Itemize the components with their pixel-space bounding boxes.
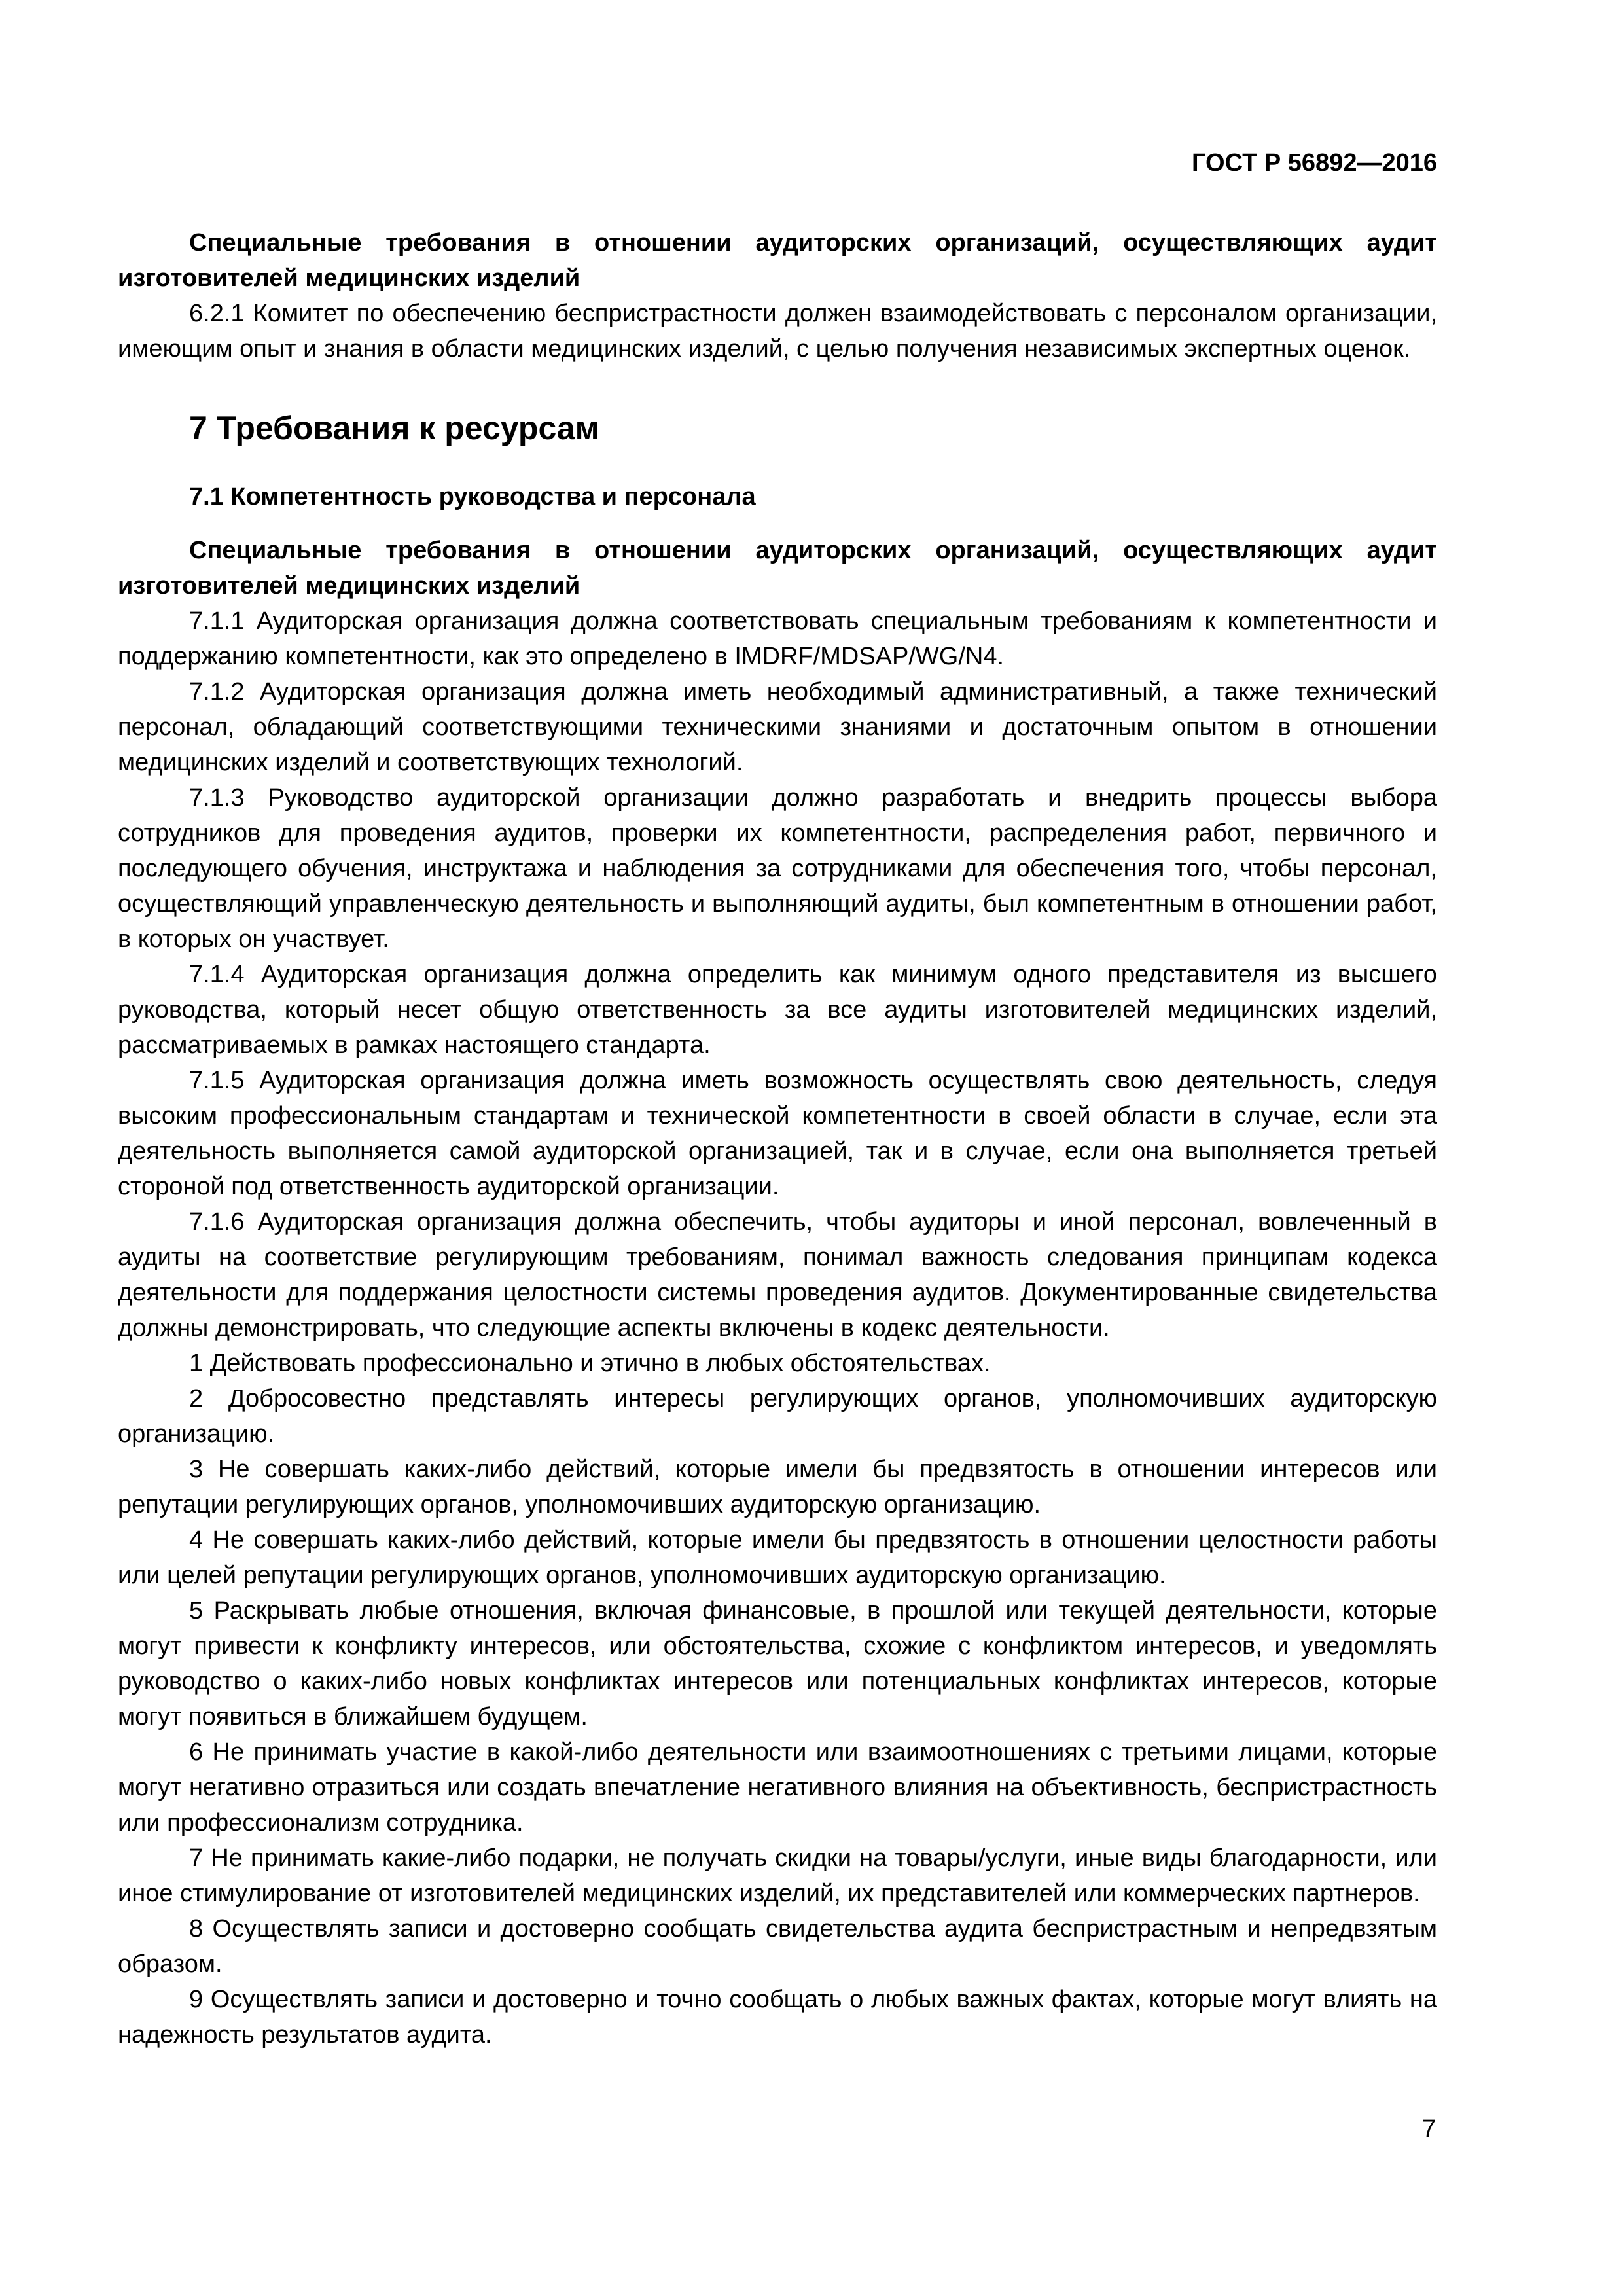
page-number: 7: [1421, 2115, 1436, 2143]
subsection-7-1-title: 7.1 Компетентность руководства и персонала: [189, 483, 756, 511]
paragraph-7-1-2: 7.1.2 Аудиторская организация должна иметь необходимый административный, а также технический персонал, обладающий соответствующими техническими знаниями и достаточным опытом в отношении медицинских изделий и соответствующих технологий.: [118, 678, 1437, 776]
code-item-1: 1 Действовать профессионально и этично в любых обстоятельствах.: [189, 1350, 991, 1377]
paragraph-7-1-5: 7.1.5 Аудиторская организация должна иметь возможность осуществлять свою деятельность, следуя высоким профессиональным стандартам и технической компетентности в своей области в случае, если эта деятельность выполняется самой аудиторской организацией, так и в случае, если она выполняется третьей стороной под ответственность аудиторской организации.: [118, 1067, 1437, 1200]
page-content: [118, 225, 1437, 2053]
code-item-5: 5 Раскрывать любые отношения, включая финансовые, в прошлой или текущей деятельности, которые могут привести к конфликту интересов, или обстоятельства, схожие с конфликтом интересов, и уведомлять руководство о каких-либо новых конфликтах интересов или потенциальных конфликтах интересов, которые могут появиться в ближайшем будущем.: [118, 1597, 1437, 1731]
code-item-2: 2 Добросовестно представлять интересы регулирующих органов, уполномочивших аудиторскую организацию.: [118, 1385, 1437, 1448]
code-item-8: 8 Осуществлять записи и достоверно сообщать свидетельства аудита беспристрастным и непредвзятым образом.: [118, 1915, 1437, 1978]
code-item-4: 4 Не совершать каких-либо действий, которые имели бы предвзятость в отношении целостности работы или целей репутации регулирующих органов, уполномочивших аудиторскую организацию.: [118, 1526, 1437, 1589]
paragraph-6-2-1: 6.2.1 Комитет по обеспечению беспристрастности должен взаимодействовать с персоналом организации, имеющим опыт и знания в области медицинских изделий, с целью получения независимых экспертных оценок.: [118, 300, 1437, 363]
paragraph-7-1-1: 7.1.1 Аудиторская организация должна соответствовать специальным требованиям к компетентности и поддержанию компетентности, как это определено в IMDRF/MDSAP/WG/N4.: [118, 607, 1437, 670]
code-item-6: 6 Не принимать участие в какой-либо деятельности или взаимоотношениях с третьими лицами, которые могут негативно отразиться или создать впечатление негативного влияния на объективность, беспристрастность или профессионализм сотрудника.: [118, 1738, 1437, 1837]
paragraph-7-1-3: 7.1.3 Руководство аудиторской организации должно разработать и внедрить процессы выбора сотрудников для проведения аудитов, проверки их компетентности, распределения работ, первичного и последующего обучения, инструктажа и наблюдения за сотрудниками для обеспечения того, чтобы персонал, осуществляющий управленческую деятельность и выполняющий аудиты, был компетентным в отношении работ, в которых он участвует.: [118, 784, 1437, 953]
code-item-7: 7 Не принимать какие-либо подарки, не получать скидки на товары/услуги, иные виды благодарности, или иное стимулирование от изготовителей медицинских изделий, их представителей или коммерческих партнеров.: [118, 1844, 1437, 1907]
paragraph-7-1-6: 7.1.6 Аудиторская организация должна обеспечить, чтобы аудиторы и иной персонал, вовлеченный в аудиты на соответствие регулирующим требованиям, понимал важность следования принципам кодекса деятельности для поддержания целостности системы проведения аудитов. Документированные свидетельства должны демонстрировать, что следующие аспекты включены в кодекс деятельности.: [118, 1208, 1437, 1342]
document-code: ГОСТ Р 56892—2016: [1192, 149, 1437, 177]
paragraph-7-1-4: 7.1.4 Аудиторская организация должна определить как минимум одного представителя из высшего руководства, который несет общую ответственность за все аудиты изготовителей медицинских изделий, рассматриваемых в рамках настоящего стандарта.: [118, 961, 1437, 1059]
special-requirements-heading-6: Специальные требования в отношении аудиторских организаций, осуществляющих аудит изготовителей медицинских изделий: [118, 229, 1437, 292]
code-item-3: 3 Не совершать каких-либо действий, которые имели бы предвзятость в отношении интересов или репутации регулирующих органов, уполномочивших аудиторскую организацию.: [118, 1456, 1437, 1518]
code-item-9: 9 Осуществлять записи и достоверно и точно сообщать о любых важных фактах, которые могут влиять на надежность результатов аудита.: [118, 1986, 1437, 2049]
section-7-title: 7 Требования к ресурсам: [189, 410, 599, 446]
special-requirements-heading-7: Специальные требования в отношении аудиторских организаций, осуществляющих аудит изготовителей медицинских изделий: [118, 537, 1437, 600]
